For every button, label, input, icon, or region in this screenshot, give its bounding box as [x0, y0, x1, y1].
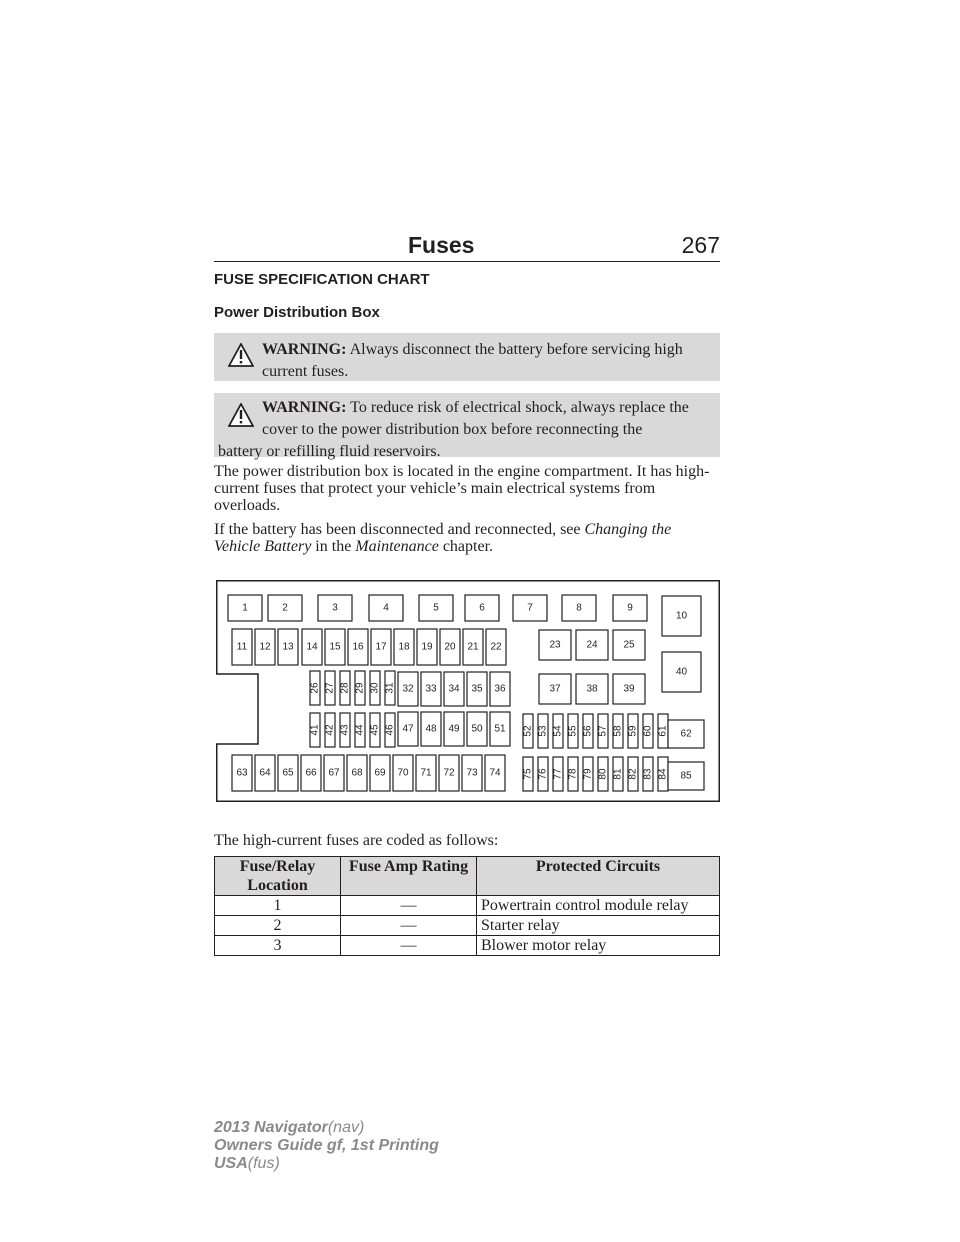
- fuse-number-label: 16: [352, 641, 364, 653]
- column-header-rating: Fuse Amp Rating: [341, 857, 477, 896]
- fuse-number-label: 83: [642, 768, 654, 780]
- battery-link[interactable]: Changing the Vehicle Battery: [214, 521, 672, 555]
- fuse-number-label: 18: [398, 641, 410, 653]
- fuse-number-label: 2: [282, 602, 288, 614]
- fuse-47: [398, 712, 418, 746]
- fuse-number-label: 68: [351, 767, 363, 779]
- warning-triangle-icon: [228, 343, 254, 367]
- fuse-number-label: 54: [552, 725, 564, 737]
- page-header: [214, 227, 720, 262]
- location-paragraph: The power distribution box is located in the engine compartment. It has high-current fuses that protect your vehicle’s main electrical systems from overloads.: [214, 463, 710, 514]
- fuse-64: [255, 755, 275, 791]
- fuse-number-label: 55: [567, 725, 579, 737]
- fuse-number-label: 74: [489, 767, 501, 779]
- fuse-number-label: 24: [586, 639, 598, 651]
- warning-label: WARNING:: [262, 341, 347, 358]
- fuse-number-label: 4: [383, 602, 389, 614]
- warning-text: To reduce risk of electrical shock, always replace the cover to the power distribution box before reconnecting the: [262, 399, 689, 438]
- fuse-number-label: 69: [374, 767, 386, 779]
- box-subtitle: Power Distribution Box: [214, 304, 380, 321]
- fuse-number-label: 70: [397, 767, 409, 779]
- footer-market: USA: [214, 1155, 248, 1172]
- fuse-50: [467, 712, 487, 746]
- fuse-16: [348, 629, 368, 665]
- fuse-number-label: 81: [612, 768, 624, 780]
- fuse-52: [523, 714, 534, 748]
- fuse-39: [613, 674, 645, 704]
- fuse-number-label: 53: [537, 725, 549, 737]
- fuse-number-label: 14: [306, 641, 318, 653]
- fuse-number-label: 71: [420, 767, 432, 779]
- fuse-number-label: 33: [425, 683, 437, 695]
- page-footer: [214, 1119, 439, 1173]
- fuse-number-label: 46: [384, 724, 396, 736]
- fuse-30: [370, 671, 381, 705]
- table-header-row: [215, 857, 720, 896]
- fuse-13: [278, 629, 298, 665]
- fuse-22: [486, 629, 506, 665]
- footer-market-code: (fus): [247, 1155, 280, 1172]
- table-cell: Powertrain control module relay: [477, 896, 720, 916]
- fuse-number-label: 60: [642, 725, 654, 737]
- fuse-number-label: 5: [433, 602, 439, 614]
- table-intro: The high-current fuses are coded as follows:: [214, 832, 499, 849]
- fuse-number-label: 12: [259, 641, 271, 653]
- fuse-62: [668, 720, 704, 748]
- fuse-60: [643, 714, 654, 748]
- fuse-68: [347, 755, 367, 791]
- fuse-49: [444, 712, 464, 746]
- fuse-number-label: 20: [444, 641, 456, 653]
- fuse-number-label: 61: [657, 725, 669, 737]
- fuse-number-label: 78: [567, 768, 579, 780]
- footer-guide: Owners Guide gf, 1st Printing: [214, 1137, 439, 1154]
- fuse-number-label: 66: [305, 767, 317, 779]
- fuse-25: [613, 630, 645, 660]
- fuse-14: [302, 629, 322, 665]
- fuse-number-label: 56: [582, 725, 594, 737]
- fuse-37: [539, 674, 571, 704]
- fuse-72: [439, 755, 459, 791]
- table-cell: —: [341, 896, 477, 916]
- fuse-number-label: 1: [242, 602, 248, 614]
- fuse-number-label: 59: [627, 725, 639, 737]
- fuse-number-label: 47: [402, 723, 414, 735]
- column-header-circuits: Protected Circuits: [477, 857, 720, 896]
- paragraph-text: If the battery has been disconnected and reconnected, see: [214, 521, 585, 538]
- fuse-number-label: 13: [282, 641, 294, 653]
- fuse-9: [613, 595, 647, 621]
- fuse-number-label: 28: [339, 682, 351, 694]
- fuse-number-label: 36: [494, 683, 506, 695]
- fuse-number-label: 82: [627, 768, 639, 780]
- fuse-number-label: 80: [597, 768, 609, 780]
- fuse-number-label: 11: [236, 641, 248, 653]
- fuse-57: [598, 714, 609, 748]
- fuse-number-label: 64: [259, 767, 271, 779]
- fuse-81: [613, 757, 624, 791]
- fuse-number-label: 29: [354, 682, 366, 694]
- table-cell: Blower motor relay: [477, 936, 720, 956]
- fuse-19: [417, 629, 437, 665]
- fuse-58: [613, 714, 624, 748]
- fuse-number-label: 42: [324, 724, 336, 736]
- fuse-number-label: 21: [467, 641, 479, 653]
- fuse-number-label: 43: [339, 724, 351, 736]
- fuse-5: [419, 595, 453, 621]
- fuse-51: [490, 712, 510, 746]
- fuse-55: [568, 714, 579, 748]
- fuse-84: [658, 757, 669, 791]
- fuse-27: [325, 671, 336, 705]
- paragraph-text: chapter.: [438, 538, 494, 555]
- fuse-number-label: 35: [471, 683, 483, 695]
- fuse-number-label: 17: [375, 641, 387, 653]
- table-cell: —: [341, 936, 477, 956]
- fuse-number-label: 50: [471, 723, 483, 735]
- fuse-43: [340, 713, 351, 747]
- fuse-1: [228, 595, 262, 621]
- fuse-11: [232, 629, 252, 665]
- fuse-number-label: 67: [328, 767, 340, 779]
- fuse-box-diagram: [216, 580, 720, 802]
- fuse-2: [268, 595, 302, 621]
- fuse-number-label: 6: [479, 602, 485, 614]
- fuse-number-label: 62: [680, 728, 692, 740]
- fuse-34: [444, 672, 464, 706]
- fuse-61: [658, 714, 669, 748]
- fuse-number-label: 49: [448, 723, 460, 735]
- fuse-46: [385, 713, 396, 747]
- fuse-number-label: 10: [675, 610, 688, 622]
- fuse-41: [310, 713, 321, 747]
- fuse-53: [538, 714, 549, 748]
- fuse-number-label: 73: [466, 767, 478, 779]
- fuse-number-label: 3: [332, 602, 338, 614]
- fuse-38: [576, 674, 608, 704]
- fuse-number-label: 39: [623, 683, 635, 695]
- fuse-15: [325, 629, 345, 665]
- fuse-number-label: 9: [627, 602, 633, 614]
- fuse-number-label: 41: [309, 724, 321, 736]
- fuse-66: [301, 755, 321, 791]
- fuse-74: [485, 755, 505, 791]
- fuse-63: [232, 755, 252, 791]
- fuse-number-label: 27: [324, 682, 336, 694]
- maintenance-link[interactable]: Maintenance: [355, 538, 439, 555]
- warning-triangle-icon: [228, 403, 254, 427]
- warning-text: Always disconnect the battery before servicing high current fuses.: [262, 341, 683, 380]
- fuse-number-label: 84: [657, 768, 669, 780]
- warning-box-2: [214, 393, 720, 460]
- fuse-10: [662, 596, 701, 636]
- fuse-number-label: 45: [369, 724, 381, 736]
- fuse-number-label: 8: [576, 602, 582, 614]
- fuse-4: [369, 595, 403, 621]
- fuse-32: [398, 672, 418, 706]
- fuse-number-label: 32: [402, 683, 414, 695]
- fuse-number-label: 57: [597, 725, 609, 737]
- fuse-number-label: 85: [680, 770, 692, 782]
- battery-paragraph: [214, 521, 720, 555]
- fuse-number-label: 15: [329, 641, 341, 653]
- fuse-70: [393, 755, 413, 791]
- fuse-number-label: 31: [384, 682, 396, 694]
- fuse-number-label: 48: [425, 723, 437, 735]
- fuse-number-label: 58: [612, 725, 624, 737]
- table-cell: Starter relay: [477, 916, 720, 936]
- fuse-56: [583, 714, 594, 748]
- fuse-17: [371, 629, 391, 665]
- fuse-number-label: 19: [421, 641, 433, 653]
- fuse-82: [628, 757, 639, 791]
- table-row: [215, 936, 720, 956]
- fuse-21: [463, 629, 483, 665]
- fuse-83: [643, 757, 654, 791]
- fuse-24: [576, 630, 608, 660]
- fuse-28: [340, 671, 351, 705]
- fuse-table: [214, 856, 720, 956]
- fuse-35: [467, 672, 487, 706]
- fuse-44: [355, 713, 366, 747]
- fuse-33: [421, 672, 441, 706]
- fuse-31: [385, 671, 396, 705]
- fuse-number-label: 72: [443, 767, 455, 779]
- fuse-78: [568, 757, 579, 791]
- fuse-number-label: 25: [623, 639, 635, 651]
- fuse-71: [416, 755, 436, 791]
- fuse-number-label: 79: [582, 768, 594, 780]
- warning-box-1: [214, 333, 720, 381]
- fuse-73: [462, 755, 482, 791]
- fuse-75: [523, 757, 534, 791]
- table-cell: —: [341, 916, 477, 936]
- fuse-number-label: 26: [309, 682, 321, 694]
- fuse-29: [355, 671, 366, 705]
- fuse-48: [421, 712, 441, 746]
- warning-label: WARNING:: [262, 399, 347, 416]
- fuse-number-label: 77: [552, 768, 564, 780]
- fuse-26: [310, 671, 321, 705]
- fuse-6: [465, 595, 499, 621]
- fuse-number-label: 44: [354, 724, 366, 736]
- warning-text-continued: battery or refilling fluid reservoirs.: [218, 443, 441, 460]
- fuse-number-label: 65: [282, 767, 294, 779]
- fuse-45: [370, 713, 381, 747]
- fuse-number-label: 38: [586, 683, 598, 695]
- fuse-number-label: 75: [522, 768, 534, 780]
- fuse-77: [553, 757, 564, 791]
- fuse-59: [628, 714, 639, 748]
- paragraph-text: in the: [311, 538, 356, 555]
- fuse-36: [490, 672, 510, 706]
- fuse-18: [394, 629, 414, 665]
- footer-model-code: (nav): [327, 1119, 365, 1136]
- fuse-79: [583, 757, 594, 791]
- fuse-number-label: 34: [448, 683, 460, 695]
- table-cell: 3: [215, 936, 341, 956]
- fuse-40: [662, 652, 701, 692]
- fuse-20: [440, 629, 460, 665]
- fuse-80: [598, 757, 609, 791]
- fuse-number-label: 76: [537, 768, 549, 780]
- fuse-67: [324, 755, 344, 791]
- table-row: [215, 896, 720, 916]
- fuse-42: [325, 713, 336, 747]
- fuse-number-label: 23: [549, 639, 561, 651]
- footer-model: 2013 Navigator: [214, 1119, 328, 1136]
- fuse-76: [538, 757, 549, 791]
- fuse-23: [539, 630, 571, 660]
- fuse-85: [668, 762, 704, 790]
- fuse-number-label: 63: [236, 767, 248, 779]
- column-header-location: Fuse/Relay Location: [215, 857, 341, 896]
- fuse-number-label: 52: [522, 725, 534, 737]
- fuse-69: [370, 755, 390, 791]
- table-cell: 2: [215, 916, 341, 936]
- fuse-7: [513, 595, 547, 621]
- fuse-number-label: 22: [490, 641, 502, 653]
- table-row: [215, 916, 720, 936]
- chart-title: FUSE SPECIFICATION CHART: [214, 271, 430, 288]
- fuse-12: [255, 629, 275, 665]
- fuse-number-label: 30: [369, 682, 381, 694]
- fuse-54: [553, 714, 564, 748]
- fuse-number-label: 37: [549, 683, 561, 695]
- table-cell: 1: [215, 896, 341, 916]
- fuse-65: [278, 755, 298, 791]
- fuse-number-label: 40: [675, 666, 688, 678]
- page-number: 267: [681, 232, 720, 258]
- fuse-number-label: 51: [494, 723, 506, 735]
- fuse-8: [562, 595, 596, 621]
- fuse-number-label: 7: [527, 602, 533, 614]
- fuse-3: [318, 595, 352, 621]
- section-title: Fuses: [408, 232, 475, 258]
